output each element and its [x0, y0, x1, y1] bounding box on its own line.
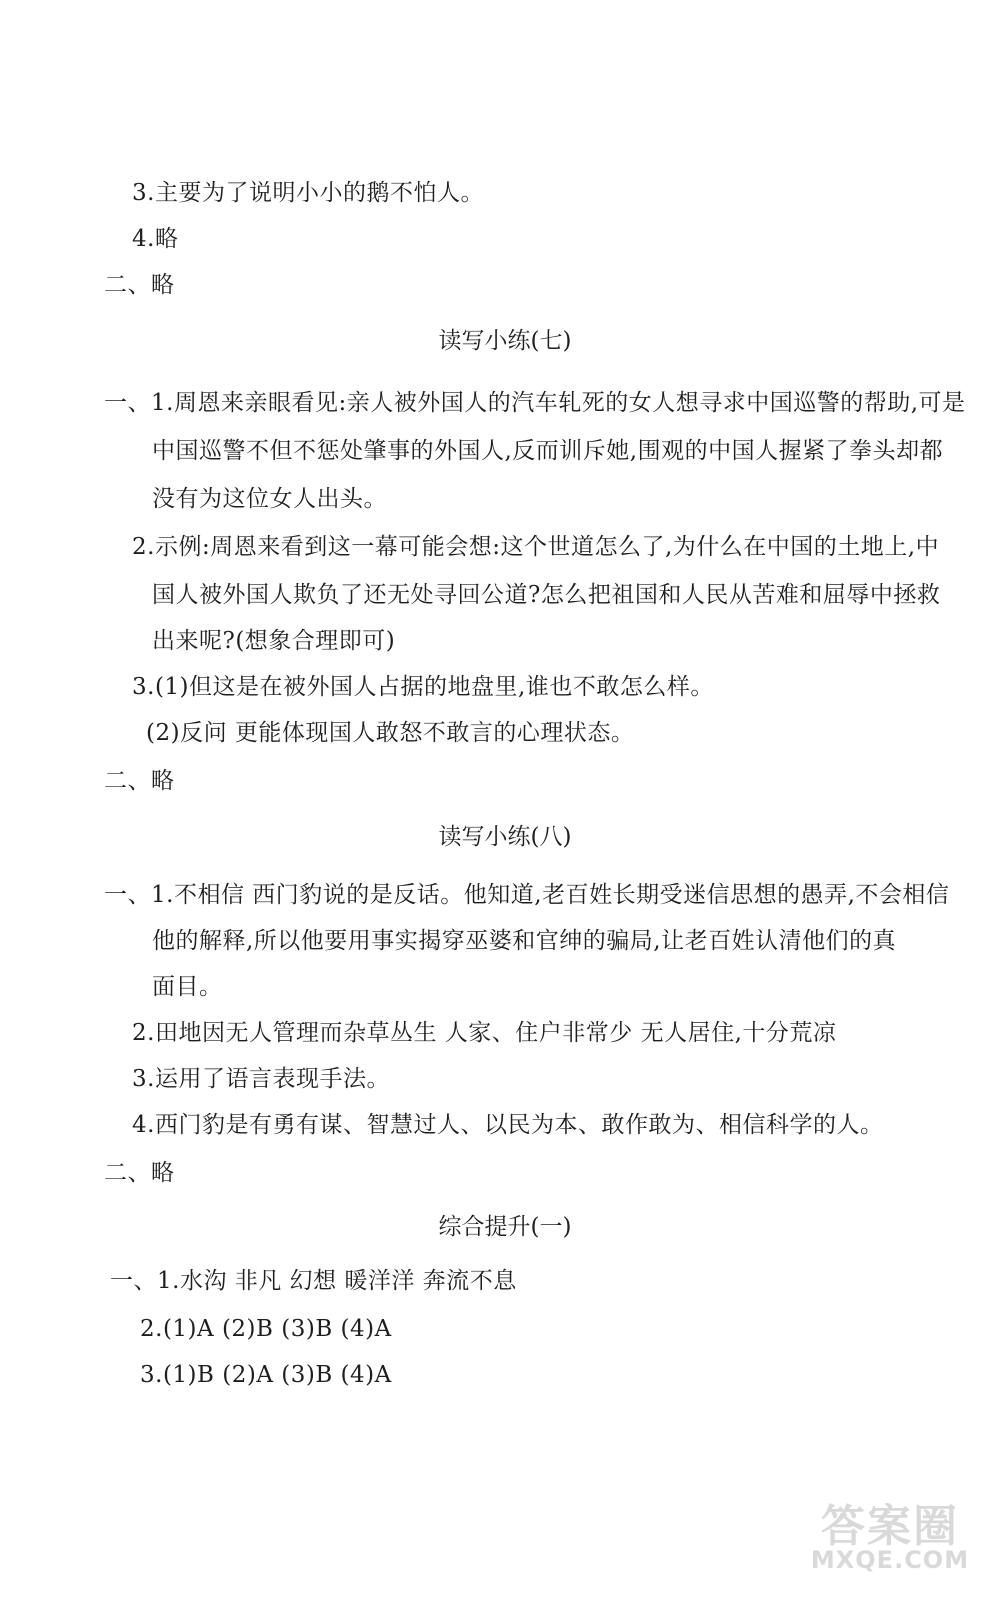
- answer-line: 3.(1)B (2)A (3)B (4)A: [140, 1362, 392, 1388]
- section-title: 综合提升(一): [438, 1214, 572, 1240]
- answer-line: 二、略: [104, 1160, 175, 1186]
- answer-line: 2.(1)A (2)B (3)B (4)A: [140, 1316, 392, 1342]
- answer-line: 3.运用了语言表现手法。: [132, 1066, 390, 1092]
- section-title: 读写小练(八): [438, 824, 572, 850]
- answer-line: 4.略: [132, 226, 179, 252]
- answer-line: 没有为这位女人出头。: [152, 486, 387, 512]
- answer-line: 国人被外国人欺负了还无处寻回公道?怎么把祖国和人民从苦难和屈辱中拯救: [152, 582, 941, 608]
- answer-line: 2.示例:周恩来看到这一幕可能会想:这个世道怎么了,为什么在中国的土地上,中: [132, 534, 940, 560]
- answer-line: 一、1.不相信 西门豹说的是反话。他知道,老百姓长期受迷信思想的愚弄,不会相信: [104, 882, 950, 908]
- answer-line: 他的解释,所以他要用事实揭穿巫婆和官绅的骗局,让老百姓认清他们的真: [152, 928, 897, 954]
- section-title: 读写小练(七): [438, 328, 572, 354]
- answer-line: 2.田地因无人管理而杂草丛生 人家、住户非常少 无人居住,十分荒凉: [132, 1020, 837, 1046]
- answer-line: 3.(1)但这是在被外国人占据的地盘里,谁也不敢怎么样。: [132, 674, 714, 700]
- answer-line: 二、略: [104, 272, 175, 298]
- answer-line: 一、1.水沟 非凡 幻想 暖洋洋 奔流不息: [110, 1268, 517, 1294]
- answer-line: 一、1.周恩来亲眼看见:亲人被外国人的汽车轧死的女人想寻求中国巡警的帮助,可是: [104, 390, 966, 416]
- answer-line: 3.主要为了说明小小的鹅不怕人。: [132, 180, 484, 206]
- watermark-title: 答案圈: [821, 1501, 959, 1552]
- answer-line: 二、略: [104, 768, 175, 794]
- answer-line: 4.西门豹是有勇有谋、智慧过人、以民为本、敢作敢为、相信科学的人。: [132, 1112, 884, 1138]
- watermark-url: MXQE.COM: [810, 1546, 970, 1574]
- watermark-logo: [800, 1490, 980, 1580]
- answer-line: 面目。: [152, 974, 223, 1000]
- answer-line: 中国巡警不但不惩处肇事的外国人,反而训斥她,围观的中国人握紧了拳头却都: [152, 438, 944, 464]
- answer-line: 出来呢?(想象合理即可): [152, 628, 396, 654]
- answer-line: (2)反问 更能体现国人敢怒不敢言的心理状态。: [146, 720, 635, 746]
